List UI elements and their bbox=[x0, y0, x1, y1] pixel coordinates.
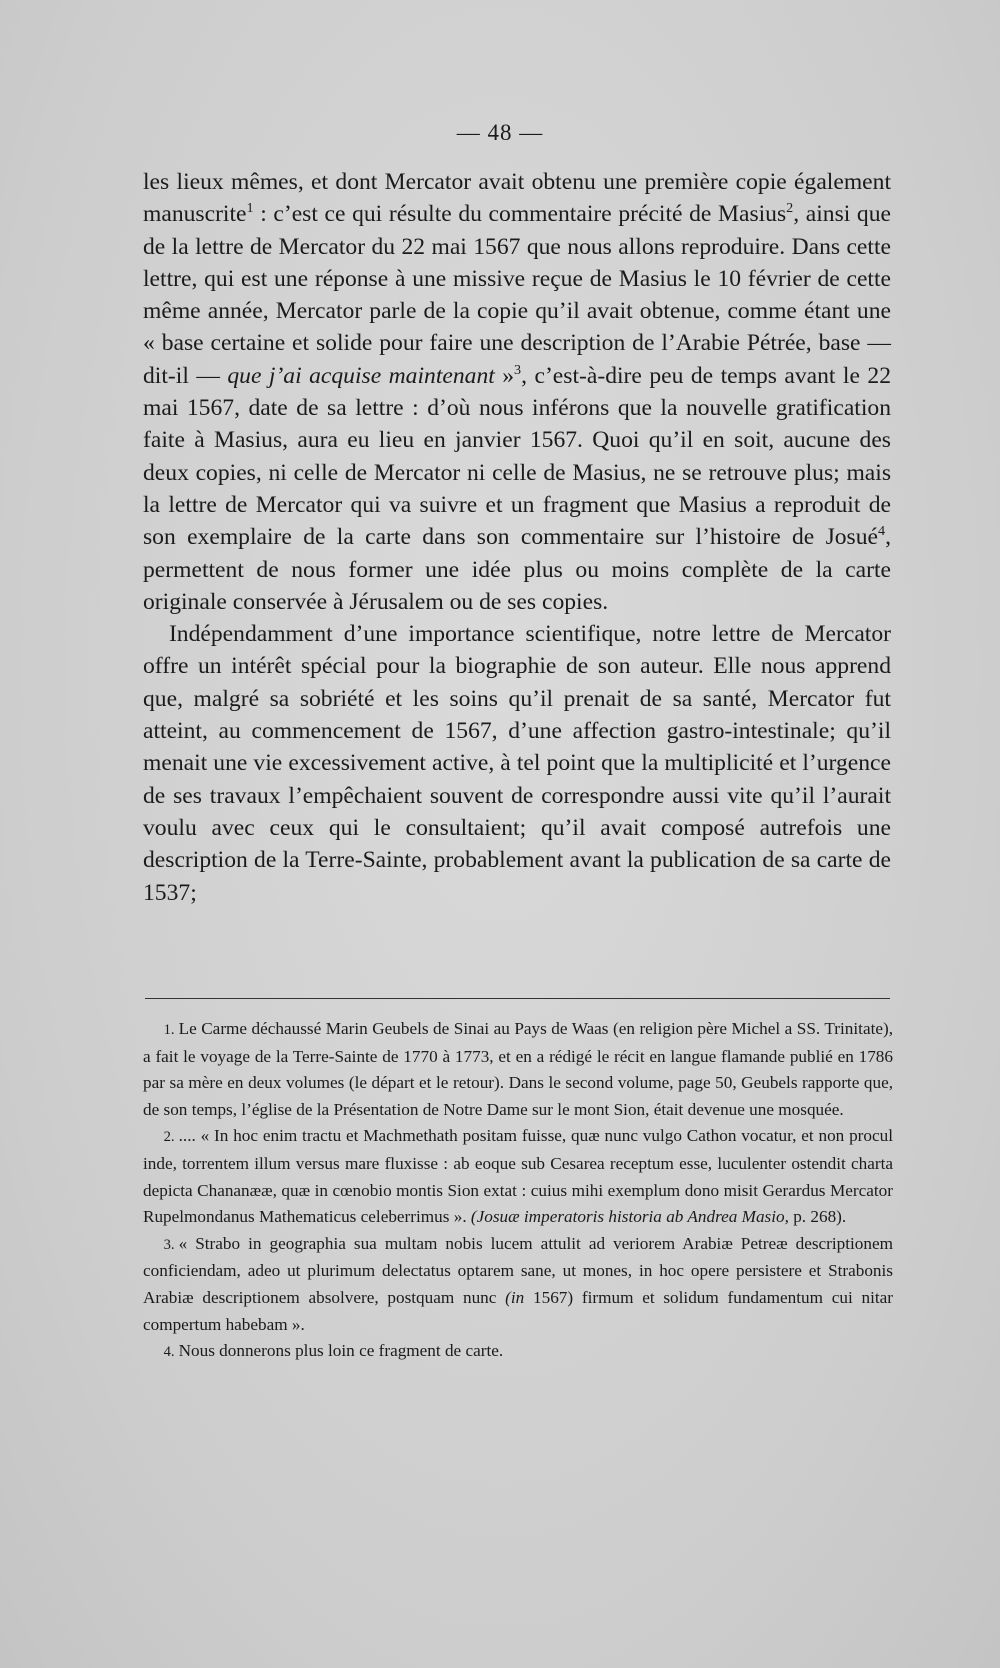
footnote-ref-4: 4 bbox=[878, 523, 886, 540]
footnote-ref-3: 3 bbox=[514, 361, 522, 378]
main-text bbox=[143, 166, 891, 909]
footnote-3-text: « Strabo in geographia sua multam nobis lucem attulit ad veriorem Arabiæ Petreæ descriptionem conficiendam, adeo ut plurimum delectatus optarem sane, ut mones, in hoc opere persistere et Strabonis Arabiæ descriptionem absolvere, postquam nunc bbox=[143, 1233, 893, 1307]
p1-text-d: » bbox=[494, 362, 515, 389]
p1-text-a: les lieux mêmes, et dont Mercator avait obtenu une première copie également manuscrite bbox=[143, 169, 891, 228]
paragraph-1 bbox=[143, 166, 891, 618]
footnote-2-page: p. 268). bbox=[788, 1207, 847, 1227]
p1-quote: que j’ai acquise maintenant bbox=[227, 362, 495, 389]
footnote-2-text: .... « In hoc enim tractu et Machmethath positam fuisse, quæ nunc vulgo Cathon vocatur, et non procul inde, torrentem illum versus mare fluxisse : ab eoque sub Cesarea receptum esse, luculenter ostendit charta depicta Chananææ, quæ in cœnobio montis Sion extat : cuius mihi exemplum dono misit Gerardus Mercator Rupelmondanus Mathematicus celeberrimus ». bbox=[143, 1126, 893, 1227]
footnote-3 bbox=[143, 1231, 893, 1338]
paragraph-2: Indépendamment d’une importance scientifique, notre lettre de Mercator offre un intérêt spécial pour la biographie de son auteur. Elle nous apprend que, malgré sa sobriété et les soins qu’il prenait de sa santé, Mercator fut atteint, au commencement de 1567, d’une affection gastro-intestinale; qu’il menait une vie excessivement active, à tel point que la multiplicité et l’urgence de ses travaux l’empêchaient souvent de correspondre aussi vite qu’il l’aurait voulu avec ceux qui le consultaient; qu’il avait composé autrefois une description de la Terre-Sainte, probablement avant la publication de sa carte de 1537; bbox=[143, 621, 891, 906]
footnote-ref-2: 2 bbox=[786, 200, 794, 217]
footnote-2-number: 2. bbox=[163, 1129, 175, 1146]
page-number: — 48 — bbox=[456, 120, 544, 145]
footnote-1-number: 1. bbox=[163, 1022, 175, 1038]
footnote-4-text: Nous donnerons plus loin ce fragment de carte. bbox=[178, 1341, 504, 1361]
p1-text-c: , ainsi que de la lettre de Mercator du 22 mai 1567 que nous allons reproduire. Dans cette lettre, qui est une réponse à une missive reçue de Masius le 10 février de cette même année, Mercator parle de la copie qu’il avait obtenue, comme étant une « base certaine et solide pour faire une description de l’Arabie Pétrée, base — dit-il — bbox=[143, 201, 892, 389]
footnote-1-text: Le Carme déchaussé Marin Geubels de Sinai au Pays de Waas (en religion père Michel a SS. Trinitate), a fait le voyage de la Terre-Sainte de 1770 à 1773, et en a rédigé le récit en langue flamande publié en 1786 par sa mère en deux volumes (le départ et le retour). Dans le second volume, page 50, Geubels rapporte que, de son temps, l’église de la Présentation de Notre Dame sur le mont Sion, était devenue une mosquée. bbox=[143, 1019, 893, 1119]
footnote-3-in: (in bbox=[505, 1287, 525, 1307]
p1-text-e: , c’est-à-dire peu de temps avant le 22 mai 1567, date de sa lettre : d’où nous inférons que la nouvelle gratification faite à Masius, aura eu lieu en janvier 1567. Quoi qu’il en soit, aucune des deux copies, ni celle de Mercator ni celle de Masius, ne se retrouve plus; mais la lettre de Mercator qui va suivre et un fragment que Masius a reproduit de son exemplaire de la carte dans son commentaire sur l’histoire de Josué bbox=[143, 362, 891, 551]
footnote-2-citation: (Josuæ imperatoris historia ab Andrea Masio, bbox=[470, 1207, 789, 1227]
p1-text-b: : c’est ce qui résulte du commentaire précité de Masius bbox=[253, 201, 787, 228]
footnote-2 bbox=[143, 1123, 893, 1230]
footnote-3-number: 3. bbox=[163, 1236, 175, 1253]
footnotes bbox=[143, 1016, 893, 1366]
footnote-3-tail: 1567) firmum et solidum fundamentum cui nitar compertum habebam ». bbox=[143, 1287, 893, 1334]
footnote-ref-1: 1 bbox=[246, 200, 254, 217]
footnote-4-number: 4. bbox=[163, 1344, 175, 1361]
footnote-1 bbox=[143, 1016, 893, 1123]
p1-text-f: , permettent de nous former une idée plus ou moins complète de la carte originale conservée à Jérusalem ou de ses copies. bbox=[143, 524, 891, 615]
footnote-4 bbox=[143, 1338, 893, 1366]
footnote-divider bbox=[145, 998, 890, 999]
